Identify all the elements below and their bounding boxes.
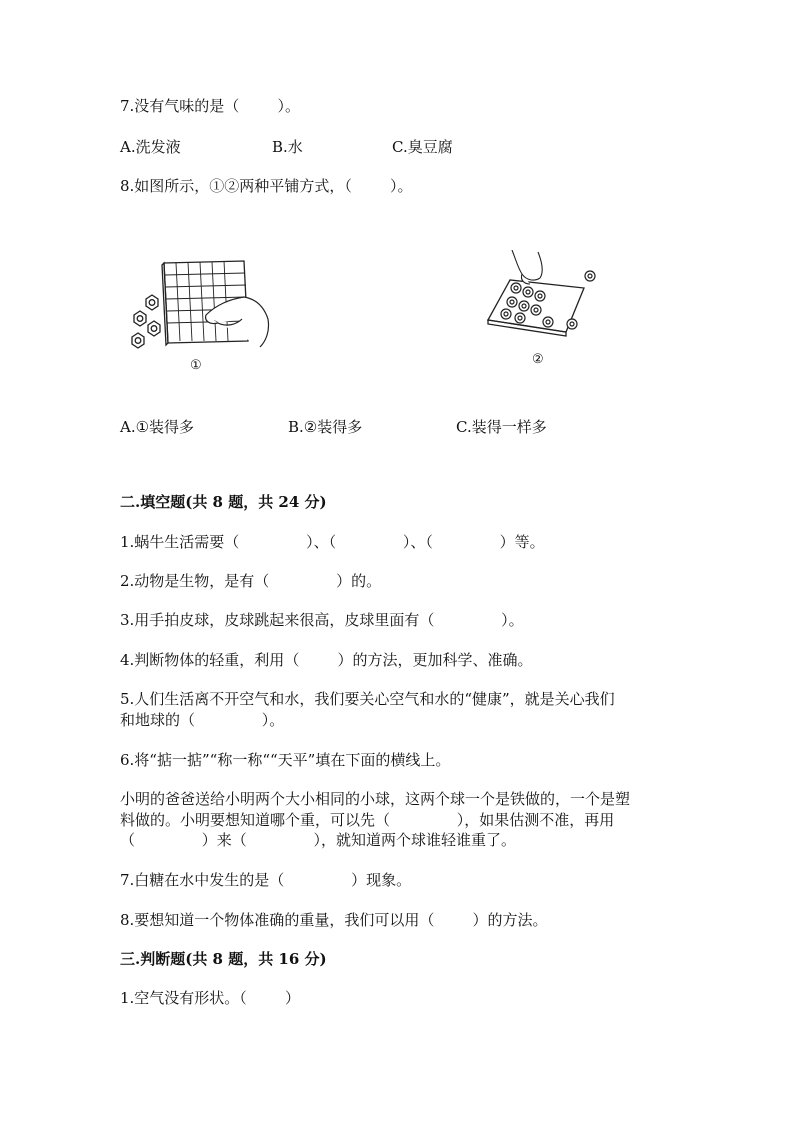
s2-item-5-line-2: 和地球的（ ）。 <box>120 711 285 729</box>
s3-item-1: 1.空气没有形状。（ ） <box>120 989 300 1007</box>
s2-item-1: 1.蜗牛生活需要（ ）、（ ）、（ ）等。 <box>120 533 545 551</box>
section-2-heading: 二.填空题(共 8 题，共 24 分) <box>120 493 327 511</box>
s2-item-7: 7.白糖在水中发生的是（ ）现象。 <box>120 871 412 889</box>
section-3-heading: 三.判断题(共 8 题，共 16 分) <box>120 950 327 968</box>
figure-1-label: ① <box>190 358 202 373</box>
tray-nuts-hand-icon <box>482 250 612 350</box>
s2-item-6: 6.将“掂一掂”“称一称““天平”填在下面的横线上。 <box>120 751 451 769</box>
s2-item-5-line-1: 5.人们生活离不开空气和水，我们要关心空气和水的“健康”，就是关心我们 <box>120 690 615 708</box>
q7-option-b: B.水 <box>272 138 303 156</box>
s2-item-6-passage-line-1: 小明的爸爸送给小明两个大小相同的小球，这两个球一个是铁做的，一个是塑 <box>120 790 631 808</box>
s2-item-6-passage-line-2: 料做的。小明要想知道哪个重，可以先（ ），如果估测不准，再用 <box>120 811 615 829</box>
q7-option-c: C.臭豆腐 <box>392 138 453 156</box>
s2-item-3: 3.用手拍皮球，皮球跳起来很高，皮球里面有（ ）。 <box>120 611 524 629</box>
s2-item-4: 4.判断物体的轻重，利用（ ）的方法，更加科学、准确。 <box>120 651 533 669</box>
s2-item-6-passage-line-3: （ ）来（ ），就知道两个球谁轻谁重了。 <box>120 831 517 849</box>
q8-option-a: A.①装得多 <box>120 418 195 436</box>
s2-item-8: 8.要想知道一个物体准确的重量，我们可以用（ ）的方法。 <box>120 911 548 929</box>
q8-option-b: B.②装得多 <box>288 418 363 436</box>
tray-grid-hand-icon <box>126 255 276 355</box>
s2-item-2: 2.动物是生物，是有（ ）的。 <box>120 572 382 590</box>
q7-stem: 7.没有气味的是（ ）。 <box>120 97 300 115</box>
q8-option-c: C.装得一样多 <box>456 418 547 436</box>
q7-option-a: A.洗发液 <box>120 138 181 156</box>
q8-stem: 8.如图所示，①②两种平铺方式，（ ）。 <box>120 177 413 195</box>
figure-2-label: ② <box>532 352 544 367</box>
